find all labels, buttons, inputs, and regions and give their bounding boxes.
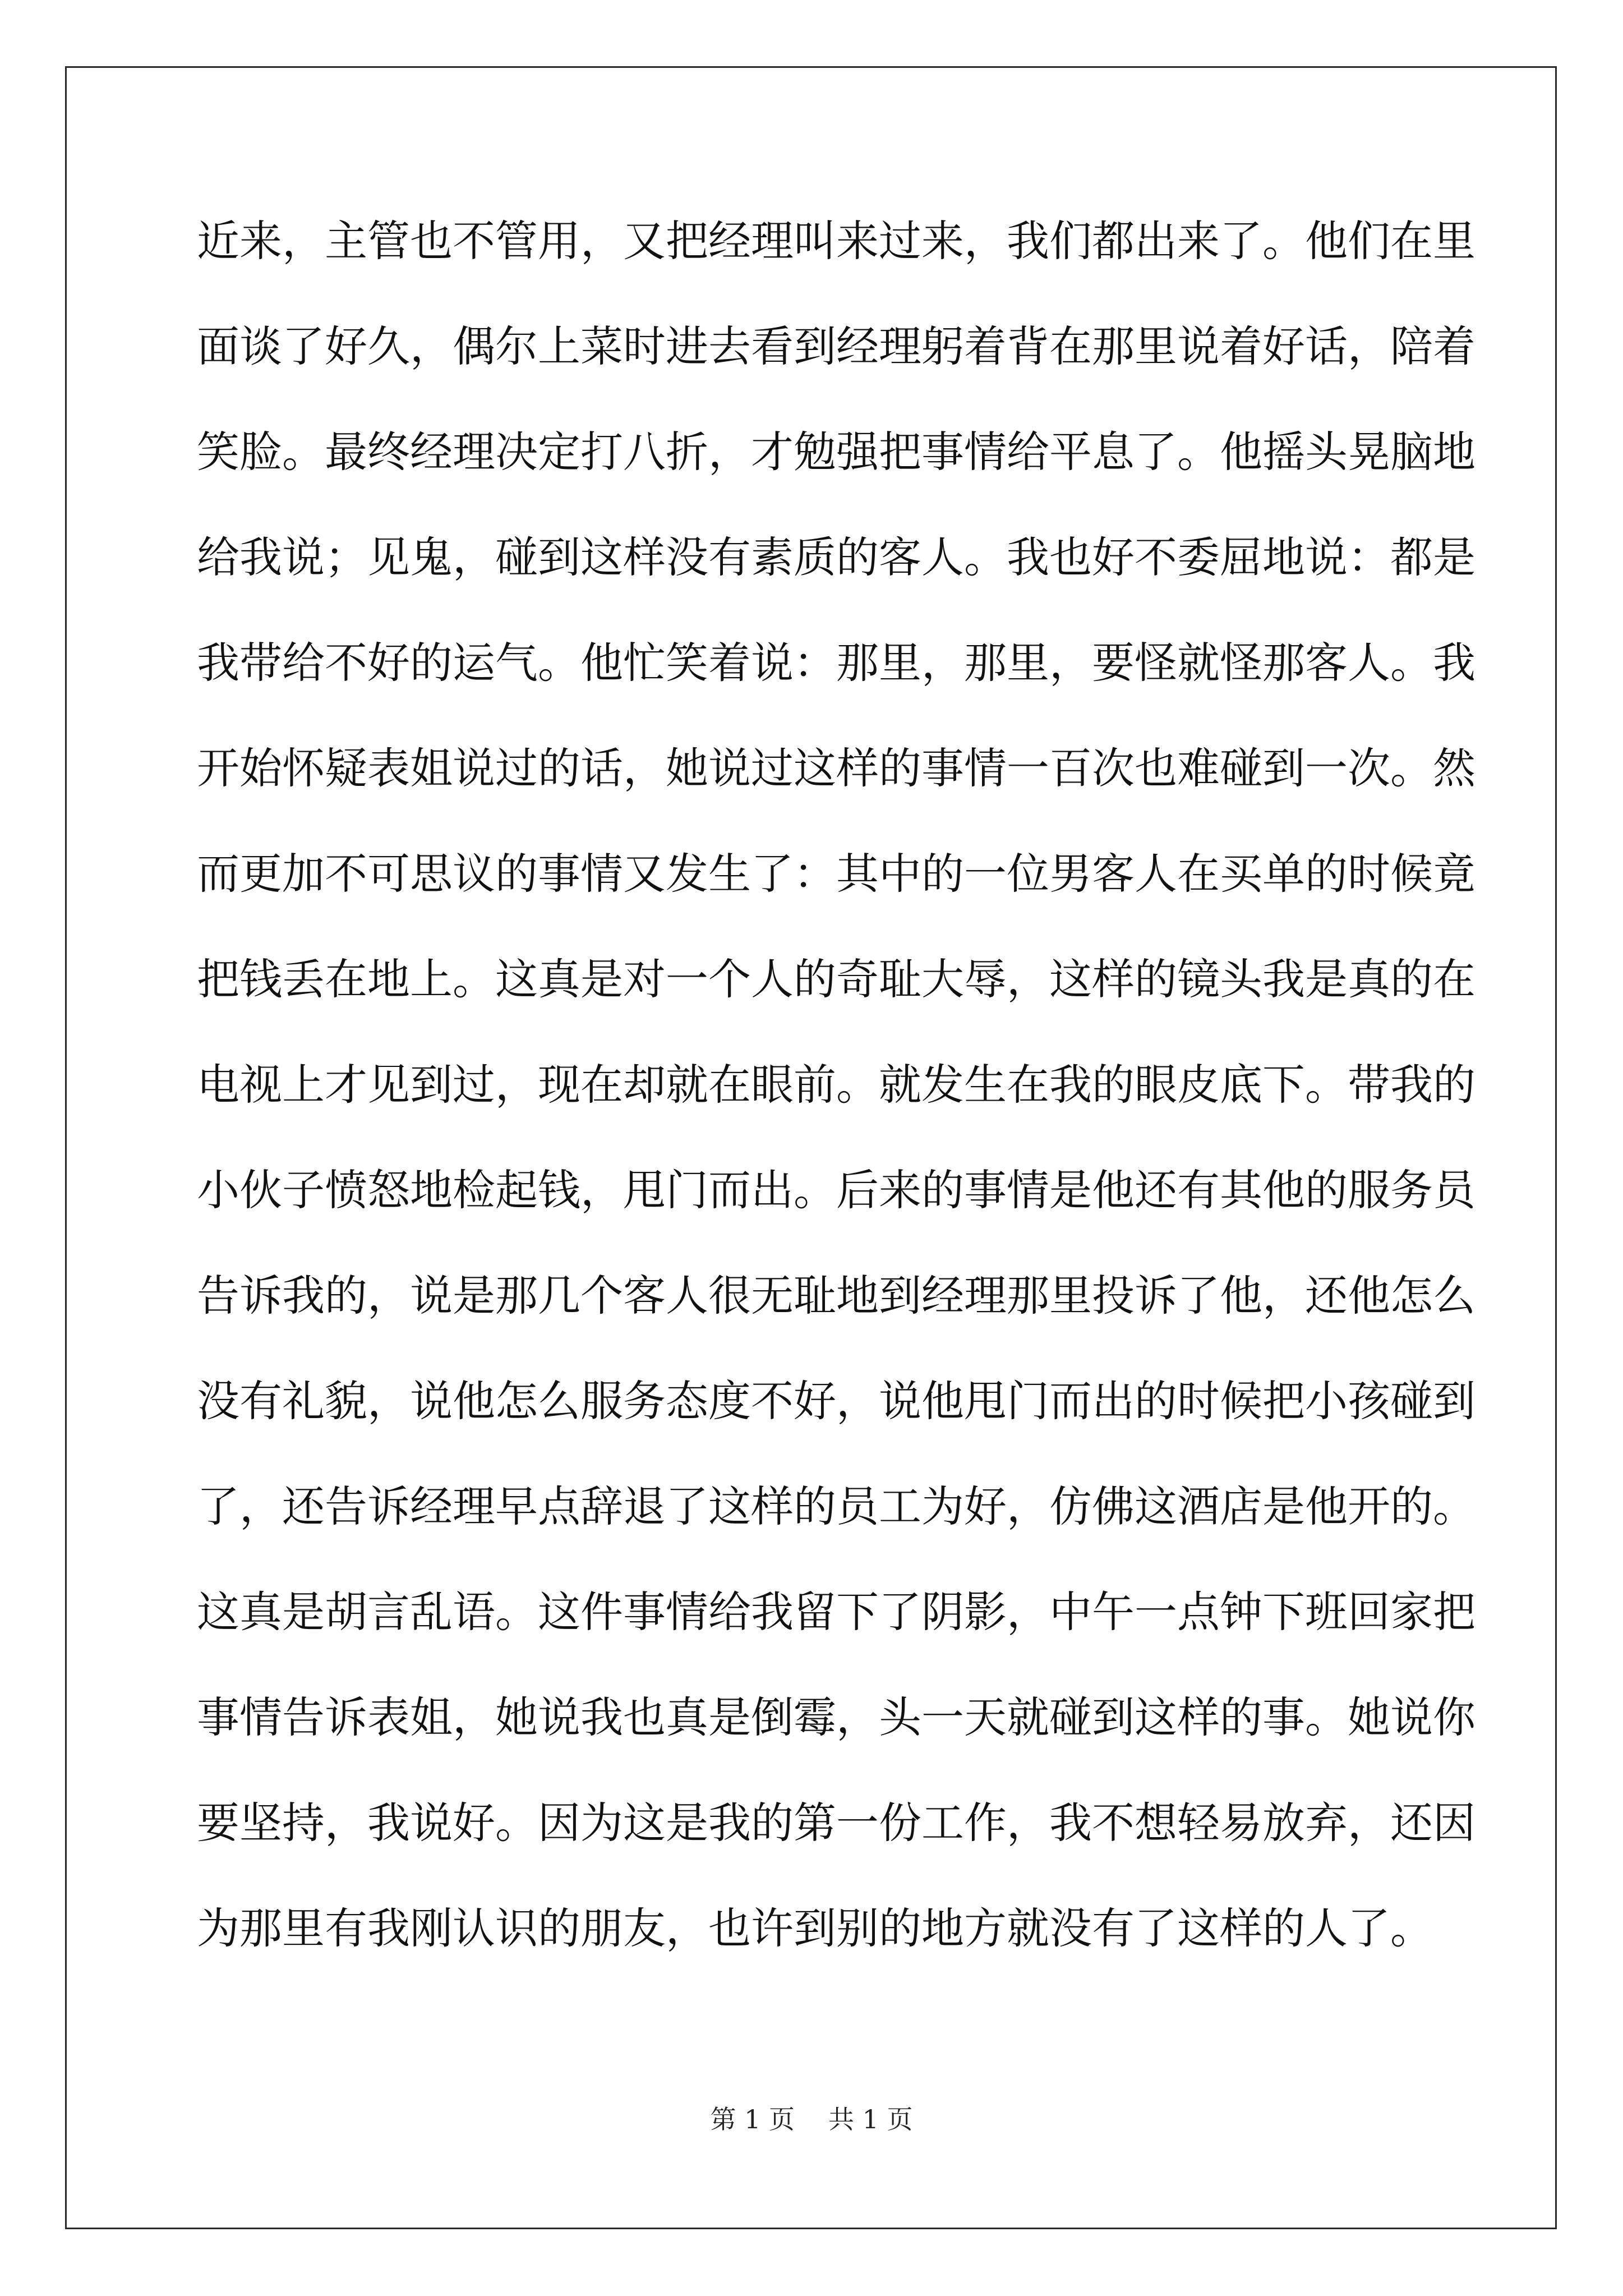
text-line: 给我说；见鬼，碰到这样没有素质的客人。我也好不委屈地说：都是 [197, 532, 1476, 582]
page-total: 共 1 页 [828, 2104, 913, 2134]
text-line: 小伙子愤怒地检起钱，甩门而出。后来的事情是他还有其他的服务员 [197, 1165, 1476, 1215]
page-footer [0, 2102, 1623, 2136]
text-line: 而更加不可思议的事情又发生了：其中的一位男客人在买单的时候竟 [197, 849, 1476, 899]
text-line: 没有礼貌，说他怎么服务态度不好，说他甩门而出的时候把小孩碰到 [197, 1376, 1476, 1426]
text-line: 告诉我的，说是那几个客人很无耻地到经理那里投诉了他，还他怎么 [197, 1271, 1476, 1320]
page-number: 第 1 页 [710, 2104, 795, 2134]
text-line: 了，还告诉经理早点辞退了这样的员工为好，仿佛这酒店是他开的。 [197, 1481, 1476, 1531]
text-line: 要坚持，我说好。因为这是我的第一份工作，我不想轻易放弃，还因 [197, 1798, 1476, 1848]
text-line: 我带给不好的运气。他忙笑着说：那里，那里，要怪就怪那客人。我 [197, 638, 1476, 688]
text-line-last: 为那里有我刚认识的朋友，也许到别的地方就没有了这样的人了。 [197, 1903, 1433, 1953]
text-line: 面谈了好久，偶尔上菜时进去看到经理躬着背在那里说着好话，陪着 [197, 321, 1476, 371]
text-line: 电视上才见到过，现在却就在眼前。就发生在我的眼皮底下。带我的 [197, 1060, 1476, 1110]
text-line: 笑脸。最终经理决定打八折，才勉强把事情给平息了。他摇头晃脑地 [197, 427, 1476, 477]
document-body [197, 213, 1476, 2006]
text-line: 这真是胡言乱语。这件事情给我留下了阴影，中午一点钟下班回家把 [197, 1587, 1476, 1637]
text-line: 把钱丢在地上。这真是对一个人的奇耻大辱，这样的镜头我是真的在 [197, 954, 1476, 1004]
text-line: 近来，主管也不管用，又把经理叫来过来，我们都出来了。他们在里 [197, 216, 1476, 266]
text-line: 事情告诉表姐，她说我也真是倒霉，头一天就碰到这样的事。她说你 [197, 1692, 1476, 1742]
text-line: 开始怀疑表姐说过的话，她说过这样的事情一百次也难碰到一次。然 [197, 743, 1476, 793]
